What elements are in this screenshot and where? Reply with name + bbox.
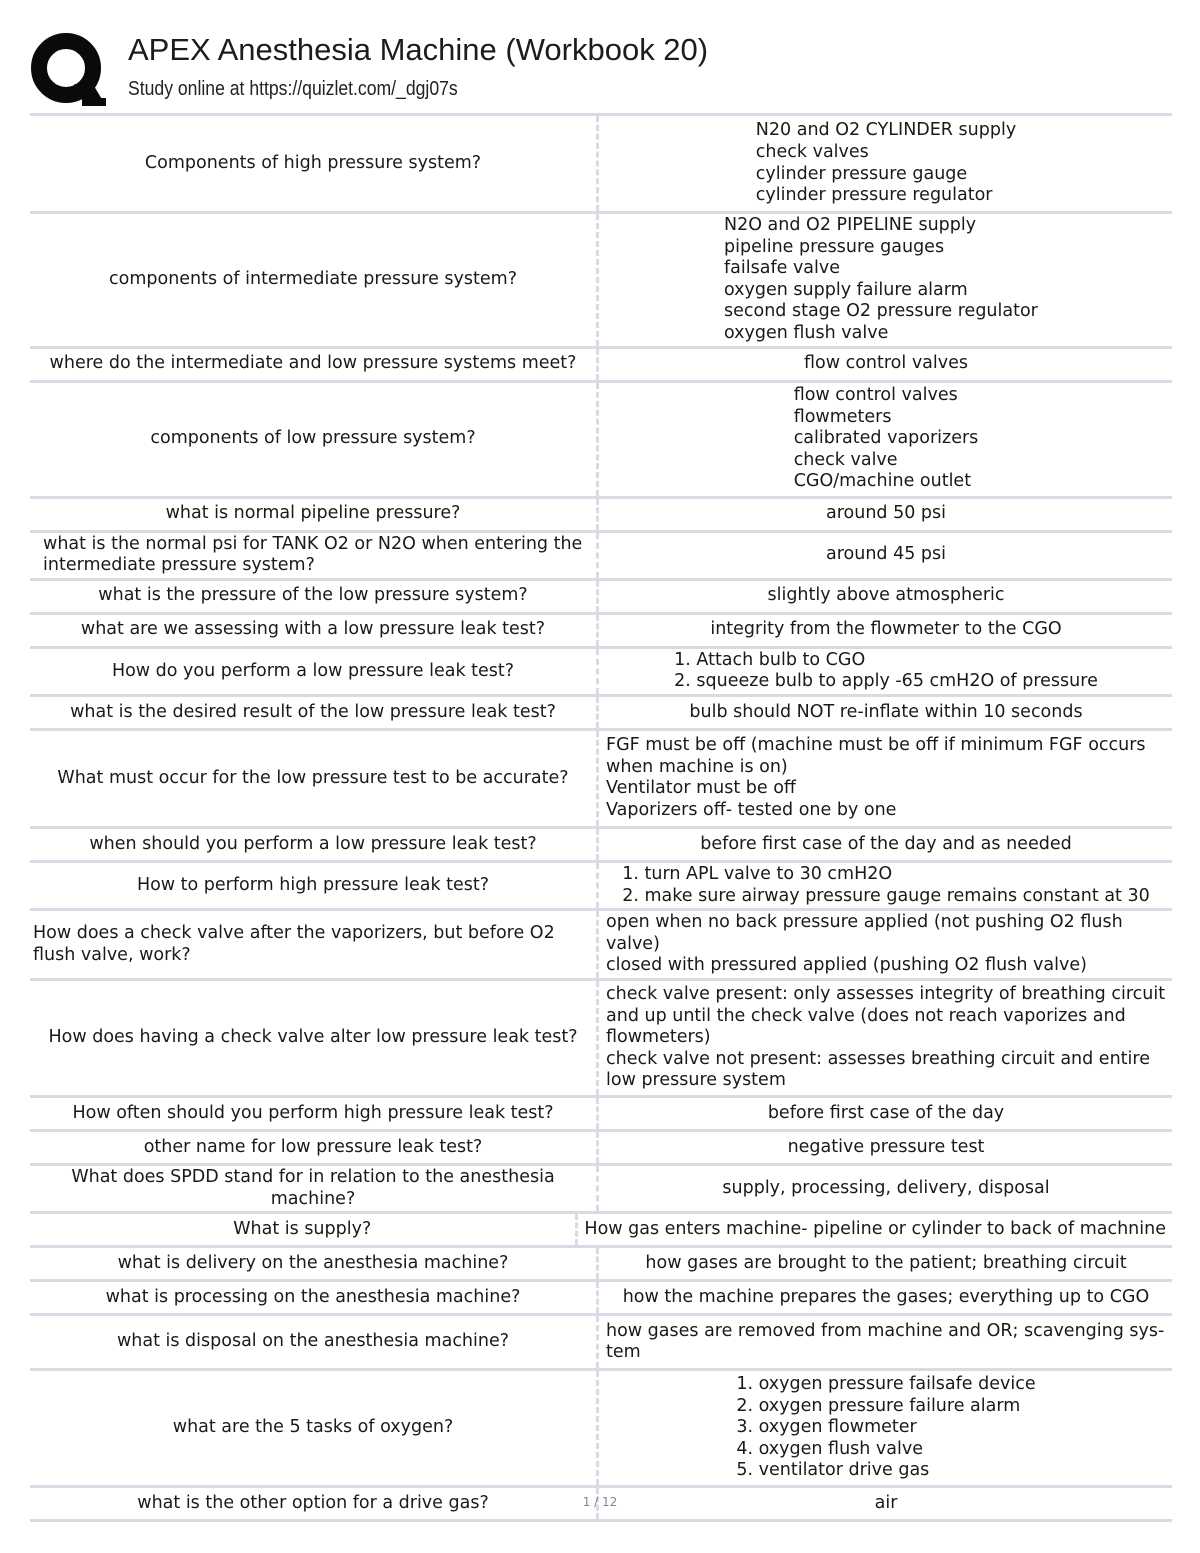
answer-line: N2O and O2 PIPELINE supply: [724, 215, 977, 235]
answer-line: pipeline pressure gauges: [724, 236, 945, 257]
table-row: [30, 1163, 1172, 1211]
answer-line: oxygen supply failure alarm: [724, 279, 968, 300]
column-divider: [596, 615, 602, 646]
answer-line: failsafe valve: [724, 258, 841, 279]
table-row: [30, 1095, 1172, 1129]
column-divider: [596, 697, 602, 728]
answer-line: around 45 psi: [825, 544, 946, 565]
question-text: what are we assessing with a low pressure leak test?: [80, 619, 546, 640]
quizlet-logo-icon: [30, 32, 106, 108]
answer-text: [606, 618, 1172, 642]
answer-line: 1. turn APL valve to 30 cmH2O: [622, 863, 893, 884]
column-divider: [596, 1316, 602, 1368]
column-divider: [596, 1248, 602, 1279]
answer-line: second stage O2 pressure regulator: [724, 301, 1038, 322]
question-text: what is the normal psi for TANK O2 or N2O when entering the intermediate pressure system?: [43, 533, 583, 576]
answer-block: [622, 864, 1150, 907]
column-divider: [596, 829, 602, 860]
table-row: [30, 346, 1172, 380]
question-text: components of low pressure system?: [150, 428, 476, 449]
answer-line: Ventilator must be off: [606, 778, 796, 799]
column-divider: [596, 499, 602, 530]
answer-line: before first case of the day and as needed: [700, 833, 1072, 854]
answer-line: 3. oxygen flowmeter: [736, 1417, 917, 1438]
answer-text: [606, 1177, 1172, 1201]
table-row: [30, 1313, 1172, 1368]
answer-line: cylinder pressure gauge: [755, 163, 968, 184]
answer-line: cylinder pressure regulator: [755, 185, 993, 206]
table-row: [30, 860, 1172, 908]
table-row: [30, 1129, 1172, 1163]
answer-line: 2. make sure airway pressure gauge remains constant at 30: [622, 885, 1150, 906]
answer-line: integrity from the flowmeter to the CGO: [710, 619, 1062, 640]
answer-text: [606, 1286, 1172, 1310]
table-row: [30, 1368, 1172, 1485]
table-row: [30, 978, 1172, 1095]
table-row: [30, 1245, 1172, 1279]
answer-text: [606, 863, 1172, 908]
answer-block: [756, 120, 1016, 206]
table-row: [30, 113, 1172, 211]
column-divider: [596, 383, 602, 496]
answer-line: check valves: [755, 141, 869, 162]
answer-line: before first case of the day: [767, 1102, 1005, 1123]
column-divider: [575, 1214, 581, 1245]
column-divider: [596, 863, 602, 908]
answer-text: [606, 1373, 1172, 1483]
table-row: [30, 612, 1172, 646]
table-row: [30, 908, 1172, 978]
column-divider: [596, 1470, 599, 1486]
answer-line: CGO/machine outlet: [793, 471, 972, 492]
answer-line: check valve present: only assesses integrity of breathing circuit and up until the check valve (does not reach vaporizes and flowmeters): [606, 983, 1166, 1048]
answer-text: [606, 701, 1172, 725]
question-text: where do the intermediate and low pressure systems meet?: [49, 353, 577, 374]
column-divider: [596, 214, 602, 346]
question-text: what is processing on the anesthesia machine?: [105, 1286, 521, 1307]
answer-line: how the machine prepares the gases; everything up to CGO: [622, 1286, 1150, 1307]
answer-line: How gas enters machine- pipeline or cylinder to back of machnine: [584, 1218, 1166, 1239]
column-divider: [596, 533, 602, 578]
answer-line: calibrated vaporizers: [793, 428, 979, 449]
table-row: [30, 530, 1172, 578]
answer-line: slightly above atmospheric: [767, 585, 1005, 606]
answer-line: Vaporizers off- tested one by one: [606, 800, 897, 821]
question-text: components of intermediate pressure system?: [109, 268, 517, 289]
column-divider: [596, 349, 602, 380]
question-text: What is supply?: [233, 1218, 372, 1239]
answer-line: oxygen flush valve: [724, 322, 889, 343]
answer-text: [606, 833, 1172, 857]
question-text: what is the desired result of the low pressure leak test?: [70, 701, 556, 722]
answer-line: 1. Attach bulb to CGO: [674, 649, 866, 670]
column-divider: [596, 731, 602, 826]
answer-line: around 50 psi: [825, 503, 946, 524]
answer-line: check valve: [793, 449, 898, 470]
answer-line: FGF must be off (machine must be off if minimum FGF occurs when machine is on): [606, 735, 1146, 777]
table-row: [30, 380, 1172, 496]
question-text: How often should you perform high pressure leak test?: [72, 1102, 554, 1123]
page-title: APEX Anesthesia Machine (Workbook 20): [128, 32, 709, 67]
answer-text: [606, 734, 1172, 822]
answer-text: [606, 911, 1172, 978]
answer-line: N20 and O2 CYLINDER supply: [755, 120, 1017, 141]
question-text: what is disposal on the anesthesia machine?: [116, 1331, 510, 1352]
answer-text: [606, 119, 1172, 207]
answer-line: 2. squeeze bulb to apply -65 cmH2O of pressure: [674, 671, 1098, 692]
answer-line: 5. ventilator drive gas: [736, 1460, 930, 1481]
question-text: other name for low pressure leak test?: [143, 1136, 483, 1157]
page-number: 1 / 12: [582, 1495, 618, 1509]
table-row: [30, 826, 1172, 860]
question-text: Components of high pressure system?: [144, 152, 482, 173]
question-text: what are the 5 tasks of oxygen?: [172, 1417, 454, 1438]
answer-text: [606, 983, 1172, 1093]
table-row: [30, 694, 1172, 728]
answer-line: flow control valves: [803, 353, 968, 374]
table-row: [30, 728, 1172, 826]
table-row: [30, 496, 1172, 530]
answer-text: [606, 352, 1172, 376]
column-divider: [596, 1371, 602, 1485]
question-text: what is the pressure of the low pressure system?: [98, 585, 528, 606]
answer-text: [606, 543, 1172, 567]
answer-line: flowmeters: [793, 406, 892, 427]
answer-text: [584, 1218, 1172, 1242]
answer-text: [606, 214, 1172, 346]
study-link[interactable]: Study online at https://quizlet.com/_dgj07s: [128, 78, 458, 100]
answer-line: air: [874, 1492, 898, 1513]
question-text: How does having a check valve alter low pressure leak test?: [48, 1027, 578, 1048]
table-row: [30, 578, 1172, 612]
question-text: What does SPDD stand for in relation to the anesthesia machine?: [71, 1166, 555, 1209]
answer-text: [606, 649, 1172, 694]
answer-line: check valve not present: assesses breathing circuit and entire low pressure system: [606, 1048, 1150, 1091]
table-row: [30, 1279, 1172, 1313]
answer-block: [674, 650, 1098, 693]
column-divider: [596, 911, 602, 978]
table-row: [30, 646, 1172, 694]
answer-text: [606, 502, 1172, 526]
answer-line: open when no back pressure applied (not pushing O2 flush valve): [606, 912, 1123, 954]
answer-line: bulb should NOT re-inflate within 10 seconds: [689, 701, 1083, 722]
answer-text: [606, 384, 1172, 494]
table-row: [30, 211, 1172, 346]
column-divider: [596, 116, 602, 211]
column-divider: [596, 981, 602, 1095]
answer-line: supply, processing, delivery, disposal: [722, 1177, 1050, 1198]
column-divider: [596, 649, 602, 694]
answer-text: [606, 584, 1172, 608]
column-divider: [596, 1098, 602, 1129]
answer-line: 1. oxygen pressure failsafe device: [736, 1374, 1036, 1395]
column-divider: [596, 581, 602, 612]
answer-line: 2. oxygen pressure failure alarm: [736, 1395, 1021, 1416]
question-text: what is normal pipeline pressure?: [165, 503, 461, 524]
answer-line: closed with pressured applied (pushing O2 flush valve): [606, 955, 1087, 976]
answer-line: negative pressure test: [787, 1136, 985, 1157]
column-divider: [596, 1282, 602, 1313]
question-text: How do you perform a low pressure leak test?: [111, 660, 515, 681]
column-divider: [596, 1166, 602, 1211]
answer-line: how gases are removed from machine and OR; scavenging sys-tem: [606, 1320, 1165, 1363]
answer-text: [606, 1102, 1172, 1126]
table-row: [30, 1211, 1172, 1245]
answer-block: [736, 1374, 1035, 1482]
flashcard-table: [30, 113, 1172, 1522]
answer-line: flow control valves: [793, 385, 958, 406]
answer-line: how gases are brought to the patient; breathing circuit: [645, 1252, 1127, 1273]
answer-text: [606, 1252, 1172, 1276]
page-header: [30, 28, 1170, 108]
question-text: How to perform high pressure leak test?: [136, 874, 490, 895]
question-text: what is delivery on the anesthesia machine?: [117, 1252, 509, 1273]
question-text: What must occur for the low pressure test to be accurate?: [57, 767, 569, 788]
answer-text: [606, 1320, 1172, 1365]
question-text: what is the other option for a drive gas?: [137, 1492, 489, 1513]
answer-block: [794, 385, 979, 493]
answer-text: [606, 1136, 1172, 1160]
question-text: when should you perform a low pressure leak test?: [89, 833, 537, 854]
question-text: How does a check valve after the vaporizers, but before O2 flush valve, work?: [33, 922, 555, 965]
answer-line: 4. oxygen flush valve: [736, 1438, 923, 1459]
column-divider: [596, 1132, 602, 1163]
